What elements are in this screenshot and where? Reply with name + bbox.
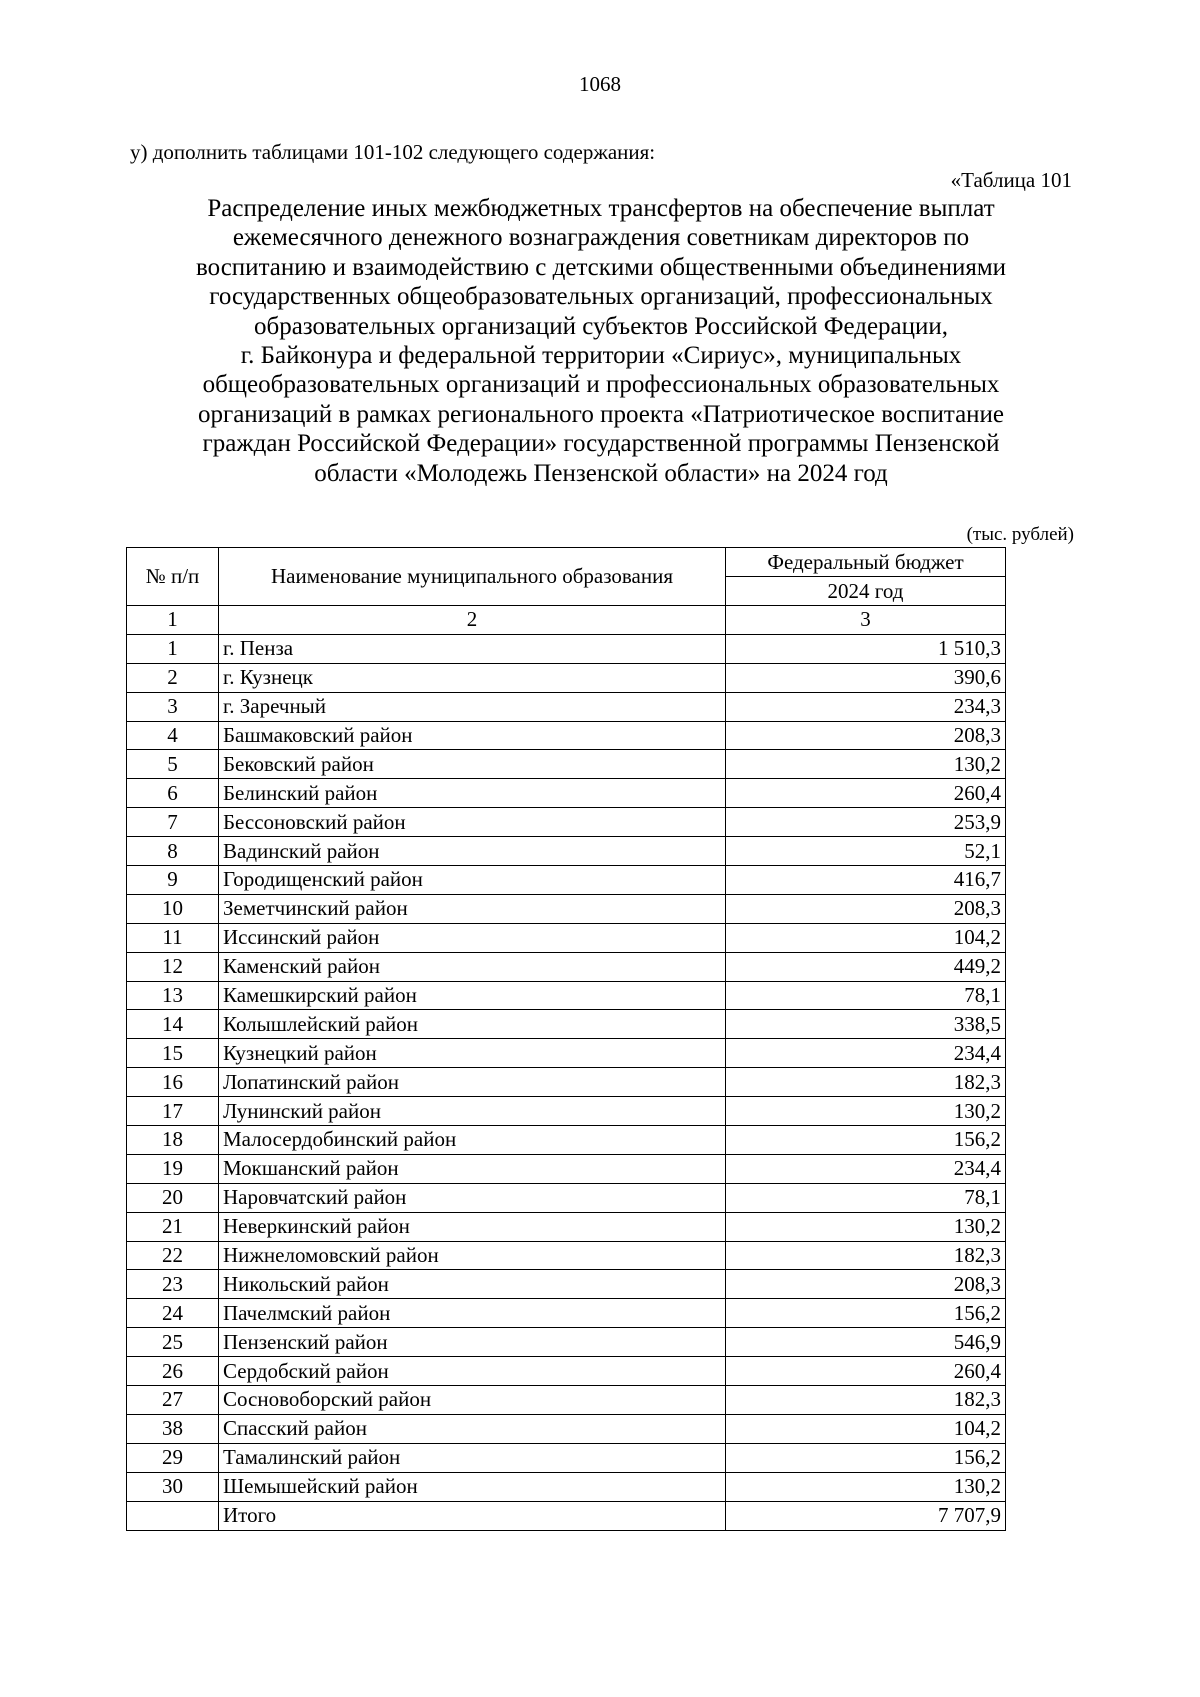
row-value: 208,3 — [726, 721, 1006, 750]
row-name: г. Кузнецк — [219, 663, 726, 692]
row-name: Земетчинский район — [219, 894, 726, 923]
table-row — [127, 981, 1006, 1010]
table-row — [127, 1068, 1006, 1097]
table-row — [127, 1357, 1006, 1386]
title-line: граждан Российской Федерации» государственной программы Пензенской — [202, 430, 1000, 458]
row-name: Иссинский район — [219, 923, 726, 952]
row-value: 260,4 — [726, 1357, 1006, 1386]
row-number: 14 — [127, 1010, 219, 1039]
row-number: 17 — [127, 1097, 219, 1126]
row-number: 23 — [127, 1270, 219, 1299]
row-value: 182,3 — [726, 1241, 1006, 1270]
row-name: Наровчатский район — [219, 1183, 726, 1212]
table-row — [127, 1386, 1006, 1415]
row-number: 22 — [127, 1241, 219, 1270]
table-row — [127, 1270, 1006, 1299]
row-name: Белинский район — [219, 779, 726, 808]
row-number: 2 — [127, 663, 219, 692]
column-number: 1 — [127, 606, 219, 635]
row-number: 8 — [127, 837, 219, 866]
row-number: 3 — [127, 692, 219, 721]
row-name: Неверкинский район — [219, 1212, 726, 1241]
row-name: Мокшанский район — [219, 1154, 726, 1183]
row-value: 104,2 — [726, 1414, 1006, 1443]
row-value: 130,2 — [726, 1212, 1006, 1241]
row-name: Лунинский район — [219, 1097, 726, 1126]
table-row — [127, 894, 1006, 923]
header-name: Наименование муниципального образования — [219, 548, 726, 606]
row-value: 1 510,3 — [726, 634, 1006, 663]
row-name: г. Пенза — [219, 634, 726, 663]
row-number: 20 — [127, 1183, 219, 1212]
row-value: 234,4 — [726, 1039, 1006, 1068]
row-value: 260,4 — [726, 779, 1006, 808]
row-number: 29 — [127, 1443, 219, 1472]
row-number: 15 — [127, 1039, 219, 1068]
row-number: 4 — [127, 721, 219, 750]
table-row — [127, 1241, 1006, 1270]
row-number: 27 — [127, 1386, 219, 1415]
row-value: 130,2 — [726, 1472, 1006, 1501]
row-name: Вадинский район — [219, 837, 726, 866]
row-value: 130,2 — [726, 1097, 1006, 1126]
row-name: Пензенский район — [219, 1328, 726, 1357]
table-title — [130, 194, 1072, 488]
table-row — [127, 663, 1006, 692]
table-row — [127, 923, 1006, 952]
row-name: Тамалинский район — [219, 1443, 726, 1472]
row-number: 19 — [127, 1154, 219, 1183]
row-value: 234,3 — [726, 692, 1006, 721]
units-note: (тыс. рублей) — [966, 524, 1074, 545]
title-line: воспитанию и взаимодействию с детскими общественными объединениями — [195, 253, 1007, 281]
table-row — [127, 721, 1006, 750]
table-row — [127, 866, 1006, 895]
row-value: 156,2 — [726, 1443, 1006, 1472]
header-num: № п/п — [127, 548, 219, 606]
row-number: 16 — [127, 1068, 219, 1097]
row-name: Кузнецкий район — [219, 1039, 726, 1068]
row-value: 449,2 — [726, 952, 1006, 981]
row-name: Никольский район — [219, 1270, 726, 1299]
column-number-row — [127, 606, 1006, 635]
row-value: 338,5 — [726, 1010, 1006, 1039]
row-number: 38 — [127, 1414, 219, 1443]
table-row — [127, 1328, 1006, 1357]
row-name: Сосновоборский район — [219, 1386, 726, 1415]
title-line: ежемесячного денежного вознаграждения советникам директоров по — [232, 224, 970, 252]
table-row — [127, 1299, 1006, 1328]
title-line: организаций в рамках регионального проекта «Патриотическое воспитание — [197, 400, 1005, 428]
row-value: 208,3 — [726, 1270, 1006, 1299]
row-number: 21 — [127, 1212, 219, 1241]
row-number: 5 — [127, 750, 219, 779]
row-name: Колышлейский район — [219, 1010, 726, 1039]
distribution-table — [126, 547, 1006, 1531]
row-number: 11 — [127, 923, 219, 952]
title-line: государственных общеобразовательных организаций, профессиональных — [209, 283, 993, 311]
row-value: 416,7 — [726, 866, 1006, 895]
row-name: Лопатинский район — [219, 1068, 726, 1097]
row-value: 156,2 — [726, 1299, 1006, 1328]
header-year: 2024 год — [726, 577, 1006, 606]
row-value: 182,3 — [726, 1068, 1006, 1097]
table-row — [127, 1097, 1006, 1126]
table-row — [127, 1154, 1006, 1183]
row-name: Бековский район — [219, 750, 726, 779]
title-line: общеобразовательных организаций и профессиональных образовательных — [202, 371, 1000, 399]
row-value: 182,3 — [726, 1386, 1006, 1415]
row-value: 78,1 — [726, 1183, 1006, 1212]
intro-text: у) дополнить таблицами 101-102 следующего содержания: — [130, 140, 656, 164]
row-number: 9 — [127, 866, 219, 895]
row-number — [127, 1501, 219, 1530]
row-value: 390,6 — [726, 663, 1006, 692]
table-row — [127, 1414, 1006, 1443]
row-value: 130,2 — [726, 750, 1006, 779]
column-number: 2 — [219, 606, 726, 635]
row-value: 7 707,9 — [726, 1501, 1006, 1530]
table-row — [127, 952, 1006, 981]
row-number: 30 — [127, 1472, 219, 1501]
title-line: образовательных организаций субъектов Российской Федерации, — [253, 312, 949, 340]
row-name: Бессоновский район — [219, 808, 726, 837]
table-row — [127, 1212, 1006, 1241]
row-name: Городищенский район — [219, 866, 726, 895]
row-name: Малосердобинский район — [219, 1126, 726, 1155]
row-value: 156,2 — [726, 1126, 1006, 1155]
table-row — [127, 808, 1006, 837]
total-row — [127, 1501, 1006, 1530]
row-name: Сердобский район — [219, 1357, 726, 1386]
table-row — [127, 1443, 1006, 1472]
row-name: Каменский район — [219, 952, 726, 981]
row-number: 12 — [127, 952, 219, 981]
row-name: г. Заречный — [219, 692, 726, 721]
table-row — [127, 750, 1006, 779]
row-value: 104,2 — [726, 923, 1006, 952]
row-number: 18 — [127, 1126, 219, 1155]
row-value: 78,1 — [726, 981, 1006, 1010]
row-number: 10 — [127, 894, 219, 923]
table-label: «Таблица 101 — [950, 168, 1072, 192]
row-name: Башмаковский район — [219, 721, 726, 750]
row-number: 1 — [127, 634, 219, 663]
table-row — [127, 779, 1006, 808]
row-number: 6 — [127, 779, 219, 808]
column-number: 3 — [726, 606, 1006, 635]
table-row — [127, 634, 1006, 663]
row-value: 208,3 — [726, 894, 1006, 923]
row-number: 26 — [127, 1357, 219, 1386]
row-value: 546,9 — [726, 1328, 1006, 1357]
row-number: 25 — [127, 1328, 219, 1357]
row-number: 24 — [127, 1299, 219, 1328]
row-value: 234,4 — [726, 1154, 1006, 1183]
row-value: 52,1 — [726, 837, 1006, 866]
row-name: Итого — [219, 1501, 726, 1530]
table-row — [127, 1039, 1006, 1068]
row-name: Камешкирский район — [219, 981, 726, 1010]
title-line: г. Байконура и федеральной территории «Сириус», муниципальных — [240, 342, 962, 370]
table-row — [127, 1126, 1006, 1155]
header-budget: Федеральный бюджет — [726, 548, 1006, 577]
row-name: Шемышейский район — [219, 1472, 726, 1501]
row-name: Пачелмский район — [219, 1299, 726, 1328]
row-name: Нижнеломовский район — [219, 1241, 726, 1270]
row-value: 253,9 — [726, 808, 1006, 837]
row-name: Спасский район — [219, 1414, 726, 1443]
title-line: Распределение иных межбюджетных трансфертов на обеспечение выплат — [207, 195, 995, 222]
title-line: области «Молодежь Пензенской области» на 2024 год — [314, 459, 888, 487]
row-number: 7 — [127, 808, 219, 837]
table-row — [127, 837, 1006, 866]
row-number: 13 — [127, 981, 219, 1010]
page-number: 1068 — [579, 72, 621, 96]
table-row — [127, 692, 1006, 721]
table-row — [127, 1010, 1006, 1039]
table-row — [127, 1183, 1006, 1212]
table-row — [127, 1472, 1006, 1501]
